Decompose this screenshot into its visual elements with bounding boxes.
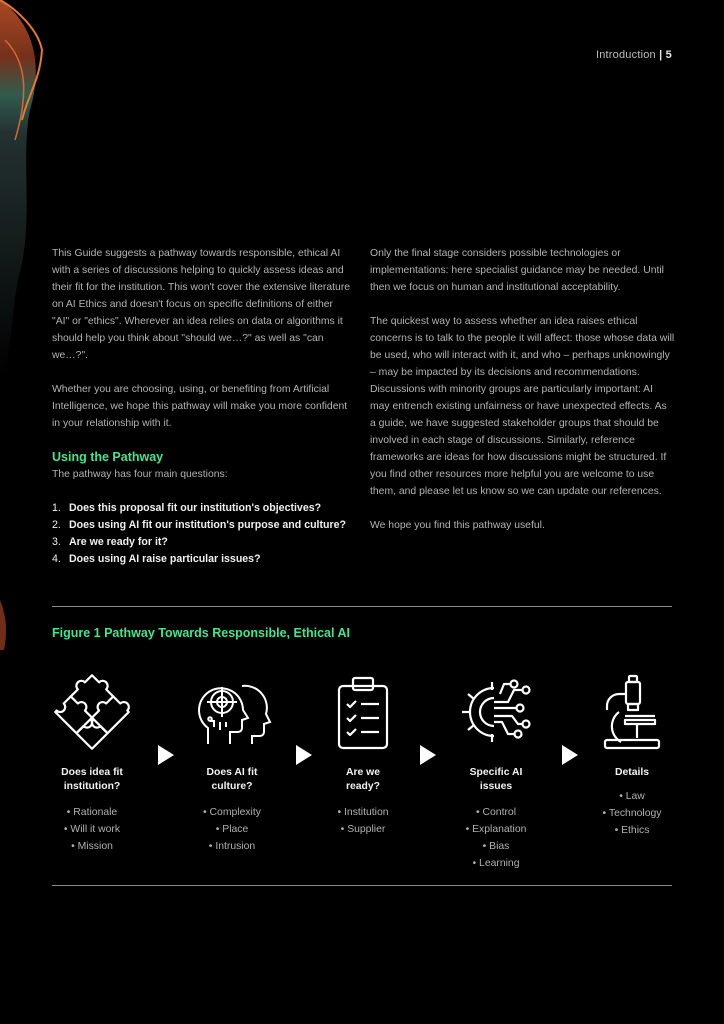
- list-item: • Rationale: [66, 807, 118, 818]
- step-title: Does idea fit institution?: [61, 767, 123, 792]
- stakeholder-paragraph: The quickest way to assess whether an idea raises ethical concerns is to talk to the people it will affect: those whose data will be used, who will interact with it, and who – perhaps unknowingly – may be impacted by its decisions and recommendations. Discussions with minority groups are particularly important: AI may entrench existing unfairness or have unexpected effects. As a guide, we have suggested stakeholder groups that should be involved in each stage of discussions. Similarly, reference frameworks are ideas for how discussions might be structured. If you find other resources more helpful you are welcome to use them, and please let us know so we can update our references.: [370, 316, 675, 497]
- list-item: • Mission: [71, 841, 113, 852]
- microscope-icon: [597, 672, 667, 752]
- confidence-paragraph: Whether you are choosing, using, or benefiting from Artificial Intelligence, we hope this pathway will make you more confident in your relationship with it.: [52, 384, 348, 429]
- pathway-intro: The pathway has four main questions:: [52, 469, 228, 480]
- list-item: 4. Does using AI raise particular issues?: [52, 553, 261, 565]
- list-item: • Bias: [482, 841, 510, 852]
- list-item: • Explanation: [465, 824, 527, 835]
- closing-paragraph: We hope you find this pathway useful.: [370, 520, 545, 531]
- figure-title: Figure 1 Pathway Towards Responsible, Ethical AI: [52, 626, 350, 640]
- gear-circuit-icon: [454, 672, 538, 752]
- step-title: Are we ready?: [345, 767, 381, 792]
- left-column: [52, 245, 352, 568]
- head-target-icon: [190, 672, 274, 752]
- pathway-step-4: [441, 672, 551, 872]
- page-header: [596, 49, 672, 61]
- step-items: [177, 804, 287, 855]
- divider-bottom: [52, 885, 672, 886]
- list-item: • Ethics: [614, 825, 650, 836]
- header-separator: |: [659, 49, 663, 61]
- section-name: Introduction: [595, 49, 656, 61]
- list-item: • Institution: [337, 807, 389, 818]
- divider-top: [52, 606, 672, 607]
- list-item: • Control: [475, 807, 517, 818]
- list-item: • Learning: [472, 858, 520, 869]
- list-item: • Will it work: [63, 824, 121, 835]
- clipboard-checklist-icon: [333, 672, 393, 752]
- right-column: [370, 245, 675, 551]
- step-title: Details: [614, 767, 650, 778]
- list-item: 2. Does using AI fit our institution's purpose and culture?: [52, 519, 346, 531]
- list-item: • Technology: [602, 808, 662, 819]
- using-pathway-heading: Using the Pathway: [52, 450, 164, 464]
- step-items: [308, 804, 418, 838]
- step-items: [37, 804, 147, 855]
- step-items: [577, 788, 687, 839]
- list-item: 3. Are we ready for it?: [52, 536, 168, 548]
- page-number: 5: [665, 49, 672, 61]
- list-item: • Law: [619, 791, 645, 802]
- step-title: Specific AI issues: [469, 767, 523, 792]
- step-title: Does AI fit culture?: [206, 767, 258, 792]
- arrow-icon: [562, 745, 578, 765]
- pathway-step-5: [577, 672, 687, 839]
- puzzle-icon: [52, 672, 132, 752]
- list-item: • Complexity: [203, 807, 261, 818]
- intro-paragraph: This Guide suggests a pathway towards responsible, ethical AI with a series of discussions helping to quickly assess ideas and their fit for the institution. This won't cover the extensive literature on AI Ethics and doesn't focus on specific definitions of either "AI" or "ethics". Wherever an idea relies on data or algorithms it should help you think about "should we…?" as well as "can we…?".: [52, 248, 351, 361]
- pathway-step-1: [37, 672, 147, 855]
- list-item: • Supplier: [340, 824, 386, 835]
- list-item: • Intrusion: [208, 841, 256, 852]
- arrow-icon: [158, 745, 174, 765]
- pathway-step-3: [308, 672, 418, 838]
- step-items: [441, 804, 551, 872]
- pathway-step-2: [177, 672, 287, 855]
- final-stage-paragraph: Only the final stage considers possible technologies or implementations: here specialist guidance may be needed. Until then we focus on human and institutional acceptability.: [370, 248, 664, 293]
- arrow-icon: [420, 745, 436, 765]
- list-item: 1. Does this proposal fit our institution's objectives?: [52, 502, 322, 514]
- decorative-texture: [0, 0, 60, 1024]
- list-item: • Place: [215, 824, 249, 835]
- question-list: [52, 500, 352, 568]
